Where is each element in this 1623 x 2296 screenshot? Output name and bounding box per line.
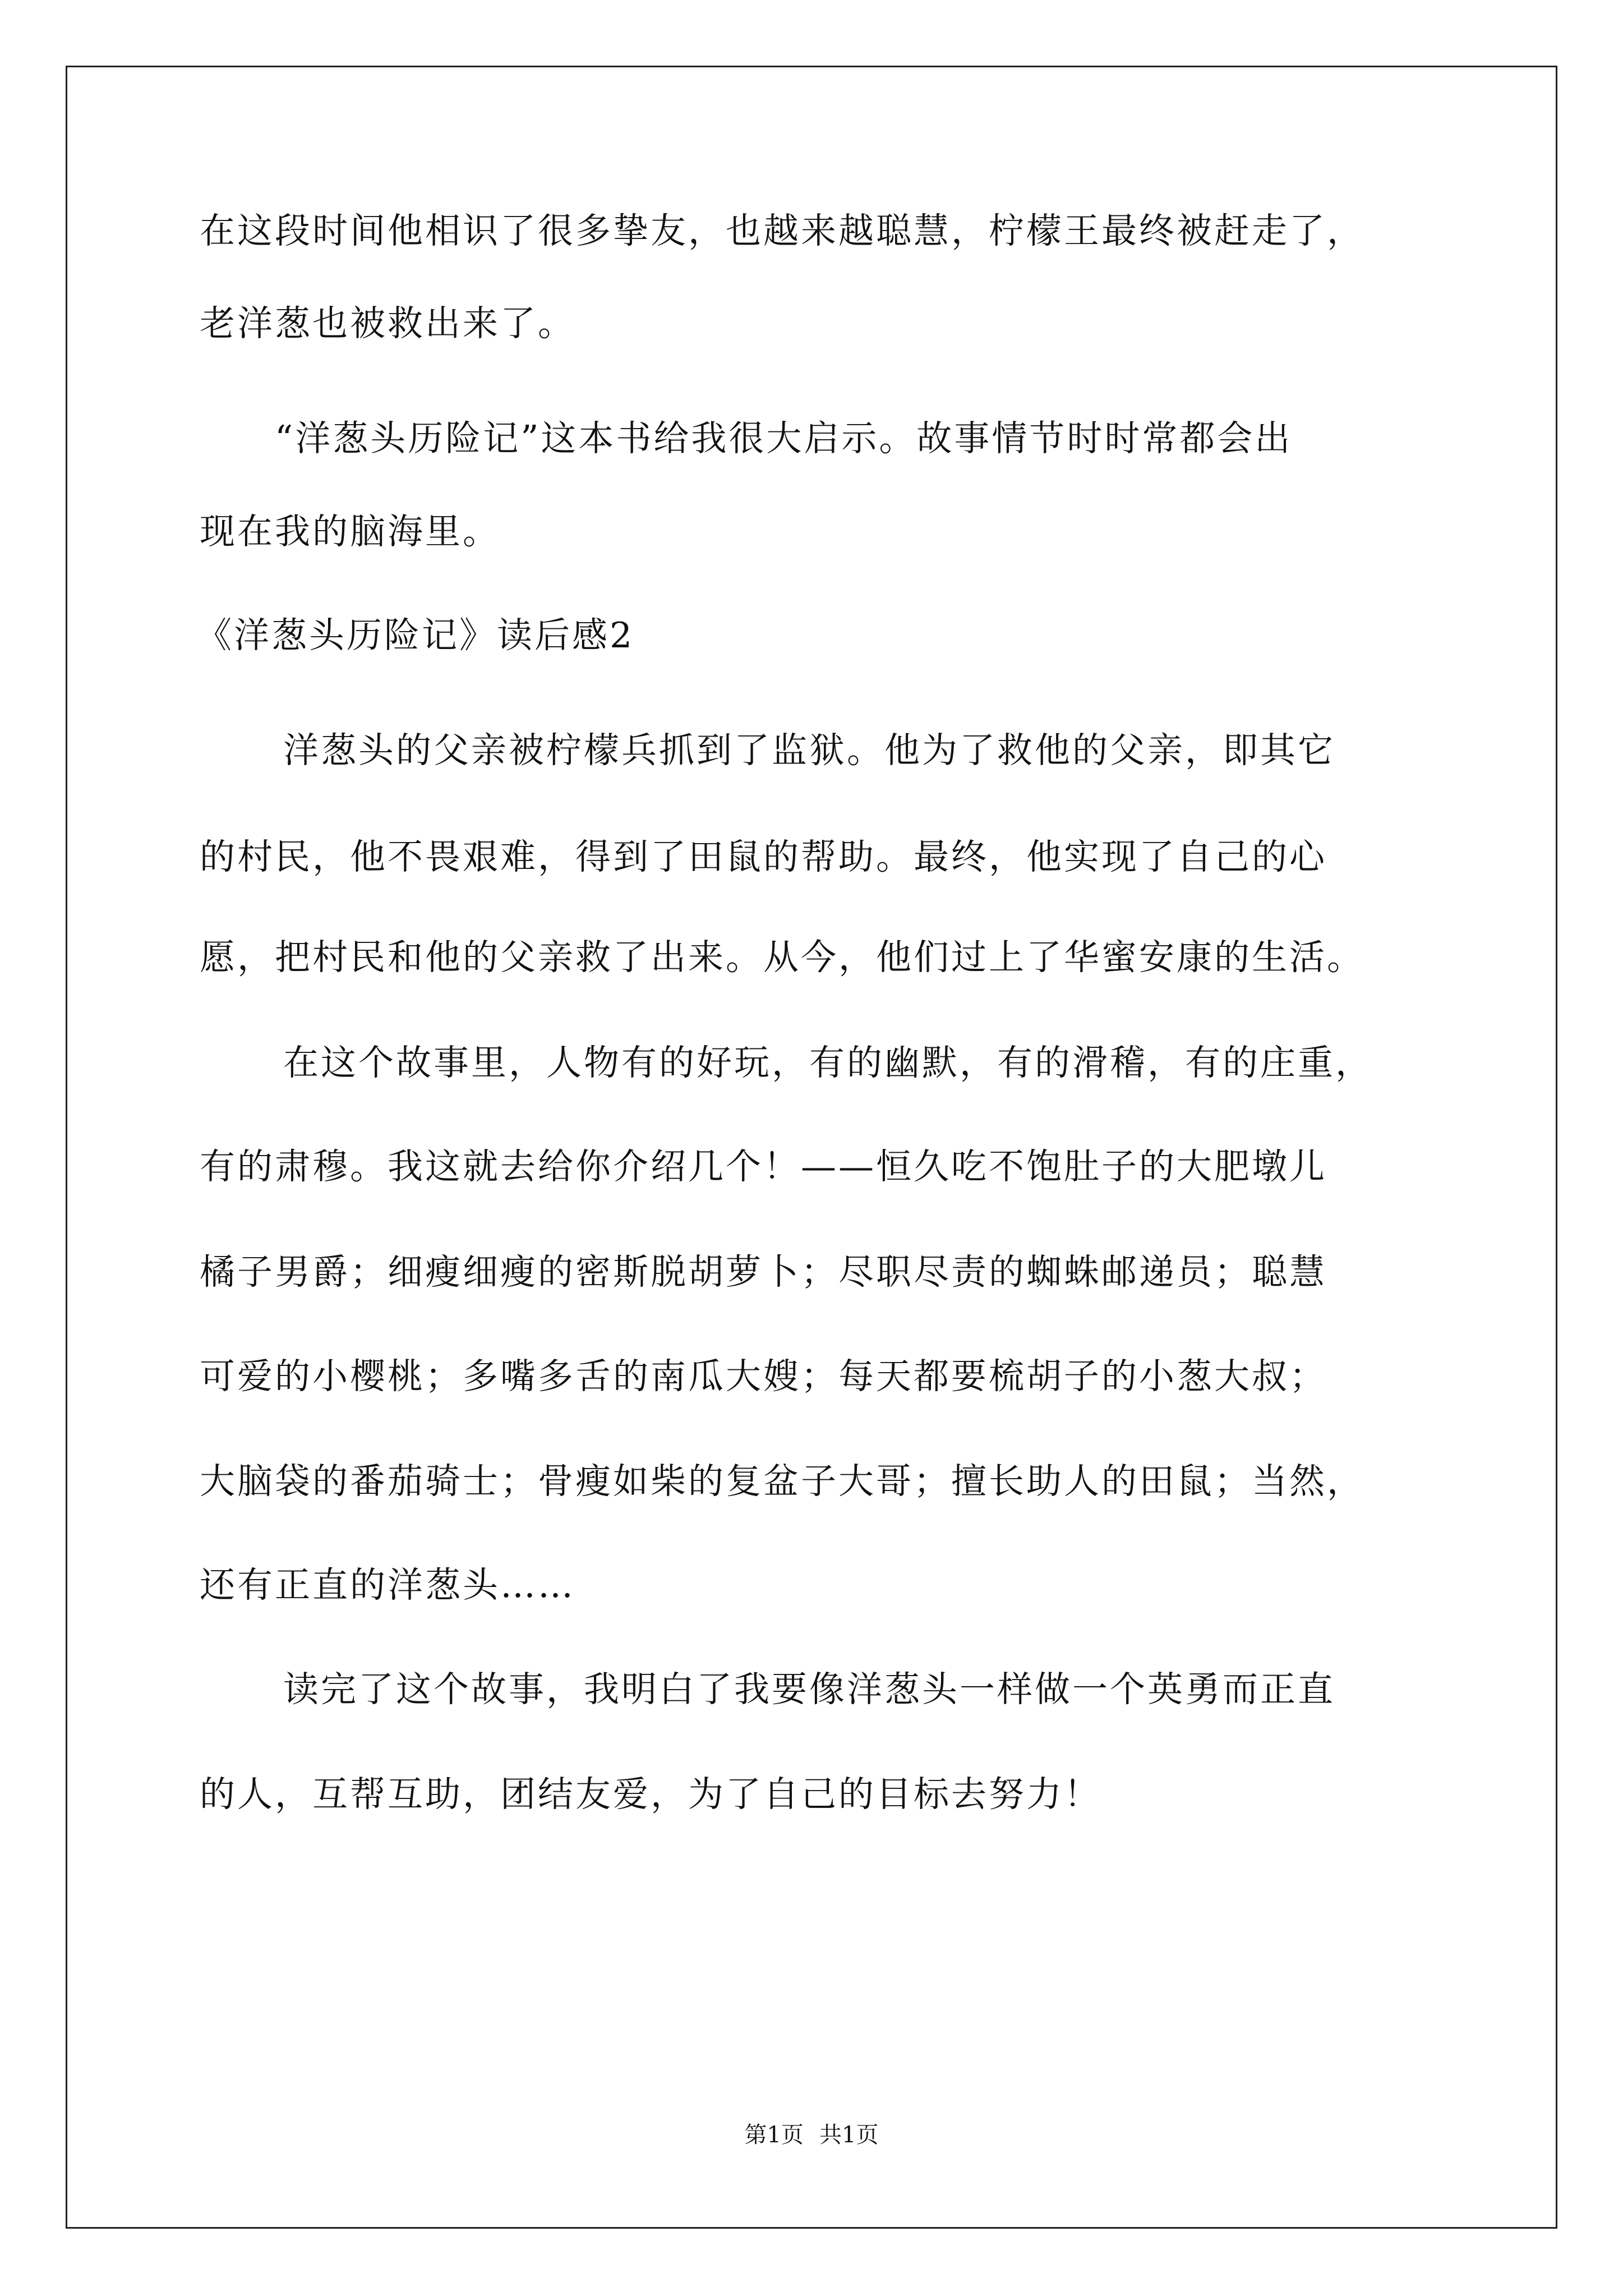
text-line-15: 读完了这个故事，我明白了我要像洋葱头一样做一个英勇而正直 [283, 1669, 1335, 1710]
text-line-12: 可爱的小樱桃；多嘴多舌的南瓜大嫂；每天都要梳胡子的小葱大叔； [200, 1356, 1327, 1397]
page-total: 共1页 [819, 2122, 879, 2148]
text-line-6: 洋葱头的父亲被柠檬兵抓到了监狱。他为了救他的父亲，即其它 [283, 730, 1335, 771]
text-line-10: 有的肃穆。我这就去给你介绍几个！——恒久吃不饱肚子的大肥墩儿 [200, 1146, 1327, 1187]
text-line-3: “洋葱头历险记”这本书给我很大启示。故事情节时时常都会出 [275, 418, 1293, 459]
text-line-14: 还有正直的洋葱头…… [200, 1565, 575, 1605]
text-line-9: 在这个故事里，人物有的好玩，有的幽默，有的滑稽，有的庄重， [283, 1042, 1373, 1083]
text-line-16: 的人，互帮互助，团结友爱，为了自己的目标去努力！ [200, 1774, 1101, 1815]
text-line-13: 大脑袋的番茄骑士；骨瘦如柴的复盆子大哥；擅长助人的田鼠；当然， [200, 1461, 1364, 1502]
section-heading: 《洋葱头历险记》读后感2 [196, 615, 635, 656]
text-line-1: 在这段时间他相识了很多挚友，也越来越聪慧，柠檬王最终被赶走了， [200, 210, 1364, 251]
text-line-8: 愿，把村民和他的父亲救了出来。从今，他们过上了华蜜安康的生活。 [200, 937, 1364, 978]
text-line-4: 现在我的脑海里。 [200, 511, 500, 552]
text-line-2: 老洋葱也被救出来了。 [200, 303, 575, 344]
text-line-7: 的村民，他不畏艰难，得到了田鼠的帮助。最终，他实现了自己的心 [200, 836, 1327, 877]
page-footer [0, 2121, 1623, 2149]
text-line-11: 橘子男爵；细瘦细瘦的密斯脱胡萝卜；尽职尽责的蜘蛛邮递员；聪慧 [200, 1251, 1327, 1292]
page-number: 第1页 [744, 2122, 804, 2148]
